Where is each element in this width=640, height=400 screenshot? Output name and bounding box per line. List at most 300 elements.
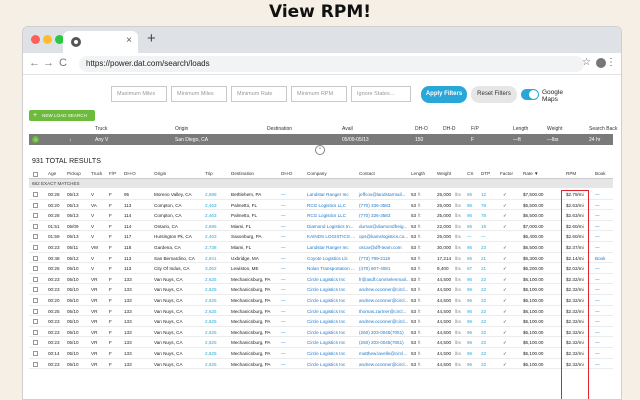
cell-company[interactable]: Nolan Transportation ... [307,266,355,272]
cell-dhd: — [281,192,286,197]
search-header: F/P [471,126,479,132]
table-row[interactable] [29,327,613,338]
cell-book[interactable]: Book [595,255,606,261]
cell-company[interactable]: Diamond Logistics In... [307,223,354,229]
cell-company[interactable]: Circle Logistics Inc [307,361,346,367]
cell-factor: ✓ [503,276,507,282]
sort-desc-icon[interactable]: ▼ [534,171,539,176]
row-checkbox[interactable] [33,340,38,345]
cell-book[interactable]: — [595,276,600,282]
search-header: Truck [95,126,108,132]
cell-factor: ✓ [503,361,507,367]
cell-book[interactable]: — [595,213,600,219]
close-tab-icon[interactable]: × [126,35,132,46]
table-row[interactable] [29,274,613,285]
cell-dtp: 22 [481,361,487,367]
browser-window [22,26,622,400]
cell-age: 00:23 [48,276,60,282]
cell-age: 00:28 [48,192,60,197]
cell-pickup: 05/10 [67,340,79,346]
cell-dho: 117 [124,234,132,240]
unit-label: lbs [455,298,461,303]
cell-truck: VA [91,202,97,208]
back-icon[interactable]: ← [29,57,40,69]
cell-book[interactable]: — [595,245,600,250]
cell-fp: F [109,223,112,229]
cell-truck: VR [91,361,98,367]
cell-pickup: 05/12 [67,255,79,261]
max-miles-input[interactable]: Maximum Miles [111,86,167,102]
cell-length: 53 [411,213,417,219]
cell-rate: $6,500.00 [523,202,544,208]
col-header[interactable]: DH-O [124,171,136,176]
table-row[interactable] [29,200,613,211]
cell-trip: 2,625 [205,308,217,314]
row-checkbox[interactable] [33,319,38,324]
cell-dtp: — [481,234,486,240]
row-checkbox[interactable] [33,192,38,197]
cell-factor: ✓ [503,266,507,272]
cell-book[interactable]: — [595,308,600,314]
cell-origin: Moreno Valley, CA [154,192,192,197]
cell-dho: 114 [124,223,132,229]
col-header[interactable]: Contact [359,171,375,176]
table-row[interactable] [29,253,613,264]
cell-weight: 44,500 [437,329,452,335]
table-row[interactable] [29,306,613,317]
row-checkbox[interactable] [33,203,38,208]
cell-factor: ✓ [503,298,507,303]
cell-book[interactable]: — [595,298,600,303]
cell-contact[interactable]: oscar@dff-team.com [359,245,402,250]
col-header[interactable]: Length [411,171,426,176]
cell-factor: ✓ [503,213,507,219]
cell-cs: 96 [467,287,473,293]
cell-age: 00:23 [48,361,60,367]
cell-pickup: 05/11 [67,245,79,250]
cell-fp: F [109,287,112,293]
cell-factor: ✓ [503,319,507,325]
collapse-chevron-icon[interactable]: ⌃ [315,145,325,155]
unit-label: ft [418,287,421,293]
unit-label: lbs [455,213,461,219]
table-row[interactable] [29,316,613,327]
cell-dest: Mechanicsburg, PA [231,298,271,303]
cell-length: 53 [411,340,417,346]
col-header[interactable]: Destination [231,171,254,176]
cell-age: 00:23 [48,245,60,250]
cell-rpm: $2.32/mi [566,340,584,346]
cell-pickup: 05/13 [67,192,79,197]
search-header: Destination [267,126,293,132]
cell-rate: $6,500.00 [523,245,544,250]
row-checkbox[interactable] [33,213,38,218]
unit-label: ft [418,192,421,197]
cell-truck: VR [91,276,98,282]
unit-label: lbs [455,340,461,346]
table-row[interactable] [29,284,613,295]
cell-trip: 2,463 [205,234,217,240]
search-avail: 05/09-05/13 [342,137,369,143]
cell-company[interactable]: Landstar Ranger Inc [307,245,349,250]
unit-label: lbs [455,192,461,197]
cell-contact[interactable]: (260) 203-0045(7051) [359,329,404,335]
cell-company[interactable]: Circle Logistics Inc [307,340,346,346]
cell-company[interactable]: Landstar Ranger Inc [307,192,349,197]
col-header[interactable]: DTP [481,171,491,176]
col-header[interactable]: F/P [109,171,117,176]
cell-dho: 133 [124,276,132,282]
search-weight: —lbs [547,137,559,143]
unit-label: ft [418,361,421,367]
cell-dhd: — [281,287,286,293]
cell-contact[interactable]: matthew.lavelle@circl... [359,351,408,356]
col-header[interactable]: RPM [566,171,577,176]
cell-contact[interactable]: (773) 799-2118 [359,255,391,261]
table-row[interactable] [29,189,613,200]
rpm-highlight-box [561,190,589,400]
cell-weight: 25,000 [437,234,452,240]
cell-rate: $6,500.00 [523,213,544,219]
table-row[interactable] [29,210,613,221]
cell-dho: 113 [124,202,132,208]
cell-fp: F [109,245,112,250]
min-miles-input[interactable]: Minimum Miles [171,86,227,102]
search-count-badge: 3 [32,136,39,143]
cell-company[interactable]: Coyote Logistics Llc [307,255,348,261]
table-row[interactable] [29,295,613,306]
cell-dest: Lewiston, ME [231,266,259,272]
cell-rate: $6,100.00 [523,298,544,303]
cell-contact[interactable]: (260) 203-0045(7051) [359,340,404,346]
cell-factor: ✓ [503,192,507,197]
cell-age: 00:14 [48,351,60,356]
cell-contact[interactable]: jeffcox@landstarmail... [359,192,406,197]
cell-rate: $6,100.00 [523,276,544,282]
col-header[interactable]: Trip [205,171,213,176]
cell-rpm: $2.37/mi [566,245,584,250]
row-checkbox[interactable] [33,245,38,250]
cell-factor: ✓ [503,287,507,293]
cell-length: 53 [411,202,417,208]
cell-rpm: $2.02/mi [566,266,584,272]
cell-rate: $6,300.00 [523,255,544,261]
cell-rpm: $2.32/mi [566,276,584,282]
col-header[interactable]: Factor [500,171,514,176]
cell-trip: 2,625 [205,276,217,282]
cell-truck: VR [91,319,98,325]
min-rpm-input[interactable]: Minimum RPM [291,86,347,102]
unit-label: lbs [455,234,461,240]
cell-truck: VM [91,245,98,250]
cell-origin: Gardena, CA [154,245,181,250]
row-checkbox[interactable] [33,266,38,271]
cell-factor: ✓ [503,223,507,229]
row-checkbox[interactable] [33,224,38,229]
saved-search-row[interactable] [29,134,613,145]
col-header[interactable]: Weight [437,171,452,176]
cell-length: 53 [411,308,417,314]
cell-origin: Van Nuys, CA [154,319,183,325]
cell-age: 00:25 [48,266,60,272]
table-row[interactable] [29,359,613,370]
search-header: Length [513,126,529,132]
cell-dtp: 22 [481,329,487,335]
cell-company[interactable]: Circle Logistics Inc [307,276,346,282]
cell-weight: 9,400 [437,266,449,272]
unit-label: ft [418,266,421,272]
unit-label: lbs [455,202,461,208]
cell-origin: Compton, CA [154,202,182,208]
account-icon[interactable] [596,58,606,68]
cell-fp: F [109,308,112,314]
col-header[interactable]: Company [307,171,327,176]
cell-origin: Compton, CA [154,213,182,219]
minimize-window-icon[interactable] [43,35,52,44]
cell-book[interactable]: — [595,361,600,367]
cell-origin: Van Nuys, CA [154,329,183,335]
cell-truck: V [91,234,95,240]
table-row[interactable] [29,221,613,232]
cell-fp: F [109,361,112,367]
cell-company[interactable]: RCG Logistics LLC [307,213,347,219]
unit-label: ft [418,276,421,282]
cell-dhd: — [281,255,286,261]
cell-dho: 133 [124,319,132,325]
cell-pickup: 05/10 [67,361,79,367]
cell-fp: F [109,192,112,197]
unit-label: ft [418,298,421,303]
table-row[interactable] [29,242,613,253]
cell-origin: Van Nuys, CA [154,308,183,314]
cell-book[interactable]: — [595,329,600,335]
unit-label: ft [418,319,421,325]
cell-dhd: — [281,361,286,367]
ignore-states-input[interactable]: Ignore States... [351,86,411,102]
cell-length: 53 [411,234,417,240]
cell-contact[interactable]: andrew.oconner@circl... [359,319,409,325]
cell-weight: 25,000 [437,213,452,219]
cell-length: 53 [411,319,417,325]
cell-fp: F [109,319,112,325]
row-checkbox[interactable] [33,277,38,282]
cell-trip: 2,695 [205,223,217,229]
cell-contact[interactable]: (770) 336-3583 [359,213,391,219]
row-checkbox[interactable] [33,309,38,314]
table-row[interactable] [29,348,613,359]
cell-contact[interactable]: (770) 336-3583 [359,202,391,208]
col-header[interactable]: DH-D [281,171,293,176]
cell-dho: 133 [124,329,132,335]
truck-icon: ↓ [69,137,72,143]
col-header[interactable]: Truck [91,171,103,176]
row-checkbox[interactable] [33,287,38,292]
cell-rpm: $2.32/mi [566,319,584,325]
cell-contact[interactable]: durran@diamondfreig... [359,223,408,229]
cell-book[interactable]: — [595,202,600,208]
cell-dho: 113 [124,255,132,261]
cell-dest: Miami, FL [231,223,252,229]
cell-book[interactable]: — [595,319,600,325]
cell-age: 00:28 [48,213,60,219]
cell-book[interactable]: — [595,351,600,356]
cell-dtp: 22 [481,351,487,356]
cell-truck: V [91,213,95,219]
cell-dho: 133 [124,340,132,346]
cell-truck: VR [91,329,98,335]
search-back: 24 hr [589,137,601,143]
cell-length: 53 [411,255,417,261]
row-checkbox[interactable] [33,351,38,356]
cell-truck: V [91,223,95,229]
cell-dest: Mechanicsburg, PA [231,361,271,367]
forward-icon[interactable]: → [43,57,54,69]
cell-dho: 113 [124,266,132,272]
min-rate-input[interactable]: Minimum Rate [231,86,287,102]
cell-contact[interactable]: andrew.oconner@circl... [359,298,409,303]
cell-contact[interactable]: (470) 607-4081 [359,266,391,272]
url-field[interactable]: https://power.dat.com/search/loads [79,56,584,72]
cell-rate: $6,100.00 [523,308,544,314]
cell-dtp: 12 [481,192,487,197]
cell-cs: 95 [467,245,473,250]
cell-weight: 44,500 [437,308,452,314]
cell-book[interactable]: — [595,223,600,229]
cell-company[interactable]: Circle Logistics Inc [307,298,346,303]
table-row[interactable] [29,337,613,348]
cell-dest: Mechanicsburg, PA [231,329,271,335]
unit-label: lbs [455,287,461,293]
row-checkbox[interactable] [33,256,38,261]
reset-filters-button[interactable]: Reset Filters [471,86,517,103]
cell-dest: Mechanicsburg, PA [231,276,271,282]
cell-factor: ✓ [503,202,507,208]
browser-menu-icon[interactable]: ⋮ [606,57,616,68]
cell-dest: Bethlehem, PA [231,192,262,197]
select-all-checkbox[interactable] [33,172,38,177]
browser-tab[interactable] [63,31,138,53]
row-checkbox[interactable] [33,298,38,303]
cell-pickup: 05/10 [67,319,79,325]
cell-dtp: 78 [481,202,487,208]
cell-factor: ✓ [503,255,507,261]
cell-contact[interactable]: thomas.zartner@circl... [359,308,407,314]
cell-dest: Mechanicsburg, PA [231,287,271,293]
cell-age: 00:23 [48,340,60,346]
cell-dest: Palmetto, FL [231,202,258,208]
cell-company[interactable]: RCG Logistics LLC [307,202,347,208]
cell-origin: Van Nuys, CA [154,276,183,282]
reload-icon[interactable]: C [59,57,67,69]
cell-age: 00:20 [48,202,60,208]
col-header[interactable]: Age [48,171,57,176]
total-results: 931 TOTAL RESULTS [32,158,101,165]
cell-origin: Huntington Pk, CA [154,234,192,240]
search-header: Weight [547,126,563,132]
cell-dhd: — [281,202,286,208]
cell-rpm: $2.63/mi [566,202,584,208]
apply-filters-button[interactable]: Apply Filters [421,86,467,103]
cell-dtp: 21 [481,266,487,272]
unit-label: ft [418,329,421,335]
row-checkbox[interactable] [33,330,38,335]
col-header[interactable]: Book [595,171,606,176]
cell-rate: $7,500.00 [523,192,544,197]
table-row[interactable] [29,263,613,274]
unit-label: lbs [455,329,461,335]
cell-dtp: 22 [481,287,487,293]
cell-company[interactable]: Circle Logistics Inc [307,351,346,356]
row-checkbox[interactable] [33,362,38,367]
cell-dest: Mechanicsburg, PA [231,351,271,356]
col-header[interactable]: CS [467,171,474,176]
cell-cs: 96 [467,351,473,356]
cell-contact[interactable]: ops@kainslogistics.co... [359,234,409,240]
cell-fp: F [109,202,112,208]
close-window-icon[interactable] [31,35,40,44]
cell-dho: 118 [124,245,132,250]
cell-company[interactable]: KAINDS LOGISTICS ... [307,234,355,240]
cell-company[interactable]: Circle Logistics Inc [307,319,346,325]
cell-dho: 133 [124,287,132,293]
search-header-row [29,125,618,134]
cell-age: 00:23 [48,319,60,325]
row-checkbox[interactable] [33,234,38,239]
unit-label: ft [418,308,421,314]
cell-rate: $6,100.00 [523,319,544,325]
cell-company[interactable]: Circle Logistics Inc [307,329,346,335]
cell-book[interactable]: — [595,340,600,346]
cell-rpm: $2.32/mi [566,351,584,356]
cell-dhd: — [281,234,286,240]
cell-trip: 2,625 [205,329,217,335]
cell-rpm: $2.32/mi [566,329,584,335]
cell-truck: V [91,192,95,197]
cell-origin: San Bernardino, CA [154,255,195,261]
cell-book[interactable]: — [595,266,600,272]
google-maps-toggle[interactable] [521,89,539,100]
new-load-search-button[interactable]: + NEW LOAD SEARCH [29,110,95,121]
col-header[interactable]: Pickup [67,171,81,176]
cell-rate: $6,100.00 [523,329,544,335]
unit-label: ft [418,223,421,229]
cell-rate: $6,100.00 [523,361,544,367]
cell-pickup: 05/10 [67,276,79,282]
cell-contact[interactable]: fr@asdf.com/selenmail... [359,276,410,282]
cell-dho: 133 [124,308,132,314]
col-header[interactable]: Origin [154,171,167,176]
cell-age: 00:23 [48,287,60,293]
cell-truck: VR [91,287,98,293]
table-row[interactable] [29,231,613,242]
cell-company[interactable]: Circle Logistics Inc [307,308,346,314]
cell-dho: 114 [124,213,132,219]
cell-pickup: 05/10 [67,287,79,293]
cell-book[interactable]: — [595,287,600,293]
new-tab-button[interactable]: + [147,30,156,47]
cell-fp: F [109,298,112,303]
cell-book[interactable]: — [595,192,600,197]
cell-company[interactable]: Circle Logistics Inc [307,287,346,293]
cell-contact[interactable]: andrew.oconner@circl... [359,287,409,293]
cell-contact[interactable]: andrew.oconner@circl... [359,361,409,367]
col-header[interactable]: Rate [523,171,533,176]
cell-cs: 96 [467,276,473,282]
bookmark-star-icon[interactable]: ☆ [582,57,591,68]
cell-book[interactable]: — [595,234,600,240]
cell-fp: F [109,234,112,240]
cell-cs: 97 [467,266,473,272]
